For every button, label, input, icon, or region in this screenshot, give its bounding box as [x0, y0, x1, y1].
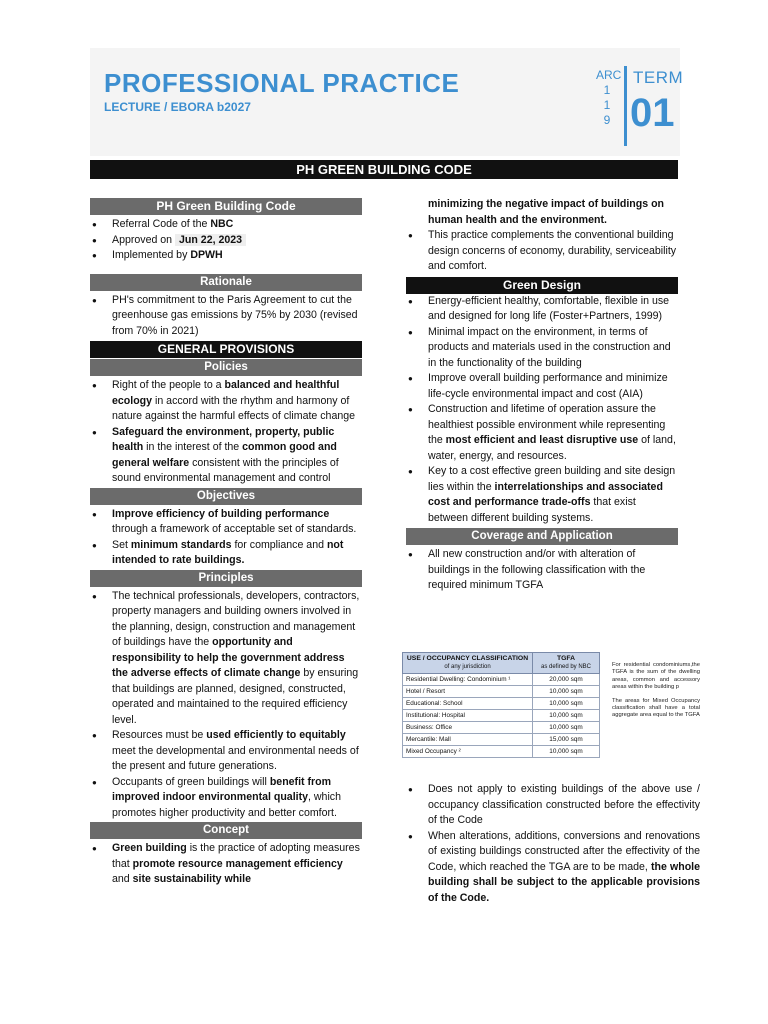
list-item: [406, 829, 700, 907]
doc-title: PROFESSIONAL PRACTICE: [104, 68, 460, 98]
text: Key to a cost effective green building and site design lies within the: [428, 465, 676, 493]
concept-continued: [406, 197, 678, 228]
list-item: ● PH's commitment to the Paris Agreement to cut the greenhouse gas emissions by 75% by 2030 (revised from 70% in 2021): [90, 293, 362, 340]
list-item: ● This practice complements the conventional building design concerns of economy, durability, serviceability and comfort.: [406, 228, 678, 275]
table-cell: Mixed Occupancy ²: [403, 746, 533, 758]
list-item: [406, 402, 678, 464]
table-row: [403, 686, 600, 698]
list-item: ● Improve overall building performance and minimize life-cycle environmental impact and cost (AIA): [406, 371, 678, 402]
list-item: [90, 507, 362, 538]
header-divider: [624, 66, 627, 146]
text: Resources must be: [112, 729, 207, 741]
text: for compliance and: [231, 538, 327, 551]
text: Construction and lifetime of operation assure the healthiest possible environment while representing the: [428, 403, 666, 446]
section-heading: Coverage and Application: [406, 528, 678, 545]
list-item: [90, 425, 362, 487]
list-item: [90, 728, 362, 775]
course-code-letter: 9: [603, 113, 611, 127]
table-row: [403, 746, 600, 758]
list-item: [90, 775, 362, 822]
right-column: [406, 197, 678, 594]
table-cell: 10,000 sqm: [533, 722, 600, 734]
list-item: [90, 233, 362, 249]
section-heading: Green Design: [406, 277, 678, 294]
table-row: [403, 674, 600, 686]
course-code: [596, 68, 622, 128]
term-number: 01: [630, 91, 675, 135]
text: meet the developmental and environmental needs of the present and future generations.: [112, 744, 359, 772]
text-bold: NBC: [210, 218, 234, 230]
table-cell: Institutional: Hospital: [403, 710, 533, 722]
text: and: [112, 873, 133, 885]
text: consistent with the principles of sound environmental management and control: [112, 456, 339, 484]
table-row: [403, 722, 600, 734]
table-note: For residential condominiums,the TGFA is the sum of the dwelling areas, common and accessory areas within the building p: [612, 662, 700, 691]
text-bold: the whole building shall be subject to the applicable provisions of the Code.: [428, 860, 700, 904]
term-label: TERM: [633, 68, 684, 87]
table-cell: Residential Dwelling: Condominium ¹: [403, 674, 533, 686]
table-note: The areas for Mixed Occupancy classification shall have a total aggregate area equal to the TGFA: [612, 697, 700, 719]
text-bold: Green building: [112, 842, 187, 854]
header-text: TGFA: [556, 655, 576, 662]
list-item: ● Does not apply to existing buildings of the above use / occupancy classification constructed before the effectivity of the Code: [406, 782, 700, 829]
table-row: [403, 710, 600, 722]
policies-list: [90, 378, 362, 487]
table-cell: Mercantile: Mall: [403, 734, 533, 746]
text-bold: opportunity and responsibility to help the government address the adverse effects of climate change: [112, 636, 345, 679]
section-heading: Objectives: [90, 488, 362, 505]
text: Referral Code of the: [112, 218, 211, 230]
text: Approved on: [112, 233, 176, 246]
list-item: [90, 538, 362, 569]
text: that exist between different building systems.: [428, 496, 636, 524]
objectives-list: [90, 507, 362, 569]
list-item: ● Minimal impact on the environment, in terms of products and materials used in the construction and in the functionality of the building: [406, 325, 678, 372]
text: Occupants of green buildings will: [112, 775, 270, 788]
table-cell: 10,000 sqm: [533, 698, 600, 710]
date-chip: Jun 22, 2023: [175, 234, 246, 246]
list-item: ● All new construction and/or with alteration of buildings in the following classification with the required minimum TGFA: [406, 547, 678, 594]
table-cell: 10,000 sqm: [533, 710, 600, 722]
text-bold: benefit from improved indoor environmental quality: [112, 775, 332, 803]
list-item: [90, 589, 362, 729]
course-code-letter: 1: [603, 98, 611, 112]
list-item: [90, 841, 362, 888]
section-heading: Policies: [90, 359, 362, 376]
header-subtext: as defined by NBC: [540, 664, 592, 670]
list-item: [90, 217, 362, 233]
text-bold: minimizing the negative impact of buildings on human health and the environment.: [428, 198, 665, 226]
header: [90, 48, 684, 156]
text-bold: used efficiently to equitably: [206, 729, 346, 741]
section-banner: PH GREEN BUILDING CODE: [90, 160, 678, 179]
exceptions-list: [406, 782, 700, 906]
list-item: [90, 248, 362, 264]
text: Implemented by: [112, 249, 191, 261]
concept-list-cont: [406, 228, 678, 275]
text: The technical professionals, developers, contractors, property managers and building owners involved in the planning, design, construction and management of buildings have the: [112, 589, 360, 648]
left-column: [90, 196, 362, 888]
text: is the practice of adopting measures that: [112, 842, 360, 870]
course-code-letter: 1: [603, 83, 611, 97]
principles-list: [90, 589, 362, 822]
text-bold: Safeguard the environment, property, public health: [112, 425, 335, 453]
text: , which promotes higher productivity and better comfort.: [112, 791, 341, 819]
section-heading: Principles: [90, 570, 362, 587]
course-code-letter: ARC: [596, 68, 622, 82]
text: of land, water, energy, and resources.: [428, 434, 676, 462]
concept-list: [90, 841, 362, 888]
text: When alterations, additions, conversions and renovations of existing buildings constructed after the effectivity of the Code, which reached the TGA are to be made,: [428, 829, 700, 873]
table-cell: Business: Office: [403, 722, 533, 734]
tgfa-table: [402, 652, 600, 758]
table-cell: 20,000 sqm: [533, 674, 600, 686]
text: Set: [112, 538, 131, 551]
section-heading: Concept: [90, 822, 362, 839]
table-cell: 10,000 sqm: [533, 686, 600, 698]
text: in the interest of the: [143, 441, 243, 453]
table-cell: Educational: School: [403, 698, 533, 710]
coverage-exceptions: [406, 782, 700, 906]
table-row: [403, 698, 600, 710]
table-notes: [612, 662, 700, 726]
text: Right of the people to a: [112, 379, 225, 391]
tgfa-table-wrap: [402, 652, 602, 758]
table-cell: Hotel / Resort: [403, 686, 533, 698]
coverage-list: [406, 547, 678, 594]
doc-subtitle: LECTURE / EBORA b2027: [104, 100, 251, 114]
text-bold: Improve efficiency of building performance: [112, 507, 330, 520]
section-heading: Rationale: [90, 274, 362, 291]
text: through a framework of acceptable set of standards.: [112, 523, 357, 535]
section-heading: PH Green Building Code: [90, 198, 362, 215]
column-header: [403, 653, 533, 674]
green-design-list: [406, 294, 678, 527]
header-subtext: of any jurisdiction: [444, 664, 491, 670]
section-heading: GENERAL PROVISIONS: [90, 341, 362, 358]
text-bold: balanced and healthful ecology: [112, 379, 340, 407]
code-list: [90, 217, 362, 264]
list-item: ● Energy-efficient healthy, comfortable, flexible in use and designed for long life (Foster+Partners, 1999): [406, 294, 678, 325]
table-cell: 10,000 sqm: [533, 746, 600, 758]
text-bold: promote resource management efficiency: [132, 857, 343, 870]
text: by ensuring that buildings are planned, designed, constructed, operated and maintained to the required efficiency level.: [112, 667, 359, 726]
text-bold: most efficient and least disruptive use: [445, 434, 639, 446]
column-header: [533, 653, 600, 674]
table-row: [403, 734, 600, 746]
text-bold: minimum standards: [130, 538, 232, 551]
rationale-list: [90, 293, 362, 340]
header-text: USE / OCCUPANCY CLASSIFICATION: [406, 655, 529, 662]
text-bold: common good and general welfare: [112, 441, 337, 469]
text-bold: site sustainability while: [132, 873, 251, 885]
list-item: [406, 464, 678, 526]
text-bold: interrelationships and associated cost and performance trade-offs: [428, 480, 663, 508]
table-header-row: [403, 653, 600, 674]
text-bold: DPWH: [190, 249, 223, 261]
list-item: [90, 378, 362, 425]
table-cell: 15,000 sqm: [533, 734, 600, 746]
text-bold: not intended to rate buildings.: [112, 538, 344, 566]
text: in accord with the rhythm and harmony of nature against the harmful effects of climate change: [112, 394, 356, 422]
